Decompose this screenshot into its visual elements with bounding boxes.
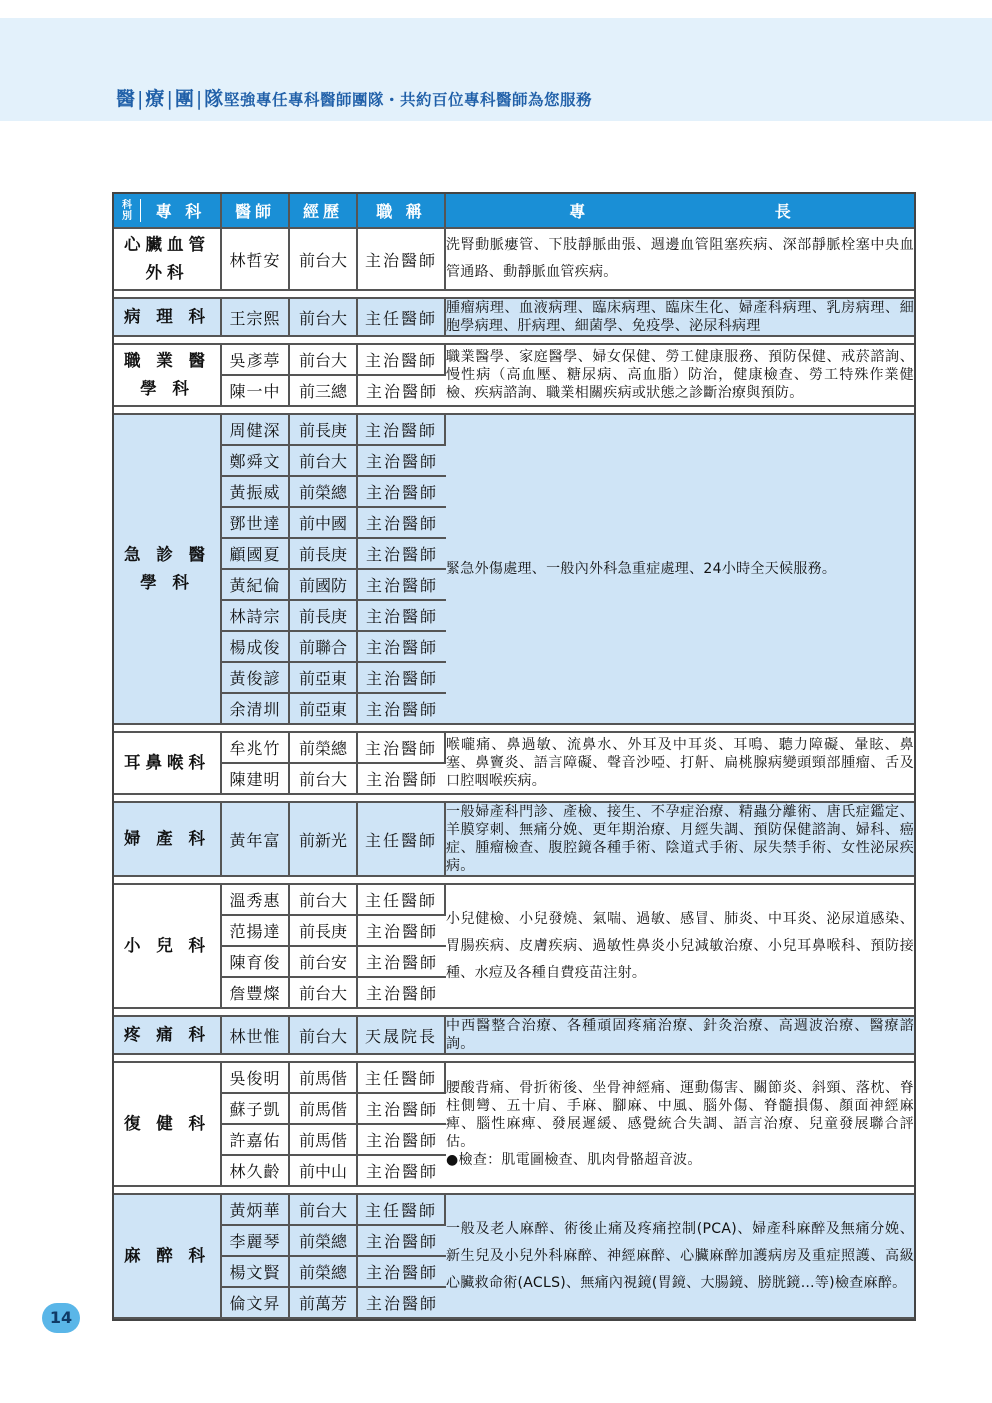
dept-name: 疼 痛 科 (114, 1017, 222, 1055)
doctor-title: 主治醫師 (358, 978, 446, 1009)
doctor-name: 吳俊明 (222, 1063, 290, 1094)
doctor-name: 詹豐燦 (222, 978, 290, 1009)
title-char: 隊 (204, 88, 225, 110)
section-gap-cell (114, 337, 914, 345)
doctor-name: 陳育俊 (222, 947, 290, 978)
dept-expertise (446, 803, 914, 877)
doctor-experience: 前亞東 (290, 663, 358, 694)
doctor-name: 許嘉佑 (222, 1125, 290, 1156)
expertise-text: 腰酸背痛、骨折術後、坐骨神經痛、運動傷害、關節炎、斜頸、落枕、脊柱側彎、五十肩、手麻、腳麻、中風、腦外傷、脊髓損傷、顏面神經麻痺、腦性麻痺、發展遲緩、感覺統合失調、語言治療、兒童發展聯合評估。 (446, 1080, 914, 1150)
section-gap (114, 407, 914, 415)
doctor-title: 主任醫師 (358, 1195, 446, 1226)
doctor-title: 主治醫師 (358, 1226, 446, 1257)
doctor-title: 主治醫師 (358, 508, 446, 539)
section-gap-cell (114, 795, 914, 803)
doctor-experience: 前馬偕 (290, 1063, 358, 1094)
dept-expertise (446, 345, 914, 407)
doctor-name: 鄭舜文 (222, 446, 290, 477)
doctor-experience: 前台大 (290, 978, 358, 1009)
table-row (114, 1195, 914, 1226)
doctor-experience: 前新光 (290, 803, 358, 877)
doctor-name: 黃年富 (222, 803, 290, 877)
doctor-experience: 前長庚 (290, 415, 358, 446)
expertise-text: 小兒健檢、小兒發燒、氣喘、過敏、感冒、肺炎、中耳炎、泌尿道感染、胃腸疾病、皮膚疾病、過敏性鼻炎小兒減敏治療、小兒耳鼻喉科、預防接種、水痘及各種自費疫苗注射。 (446, 910, 914, 981)
table-row (114, 415, 914, 446)
doctor-experience: 前台大 (290, 1195, 358, 1226)
section-gap (114, 1187, 914, 1195)
doctor-experience: 前長庚 (290, 601, 358, 632)
section-gap (114, 877, 914, 885)
doctor-experience: 前亞東 (290, 694, 358, 725)
section-gap-cell (114, 291, 914, 299)
doctor-title: 主治醫師 (358, 632, 446, 663)
doctor-name: 范揚達 (222, 916, 290, 947)
doctor-title: 主任醫師 (358, 803, 446, 877)
doctor-experience: 前馬偕 (290, 1125, 358, 1156)
doctor-title: 主治醫師 (358, 1094, 446, 1125)
table-row (114, 1063, 914, 1094)
doctor-title: 主治醫師 (358, 764, 446, 795)
page-title (116, 84, 224, 111)
title-char: 團 (174, 88, 195, 110)
section-gap (114, 1009, 914, 1017)
doctor-name: 林詩宗 (222, 601, 290, 632)
doctor-title: 主治醫師 (358, 539, 446, 570)
title-char: 療 (145, 88, 166, 110)
expertise-text: 洗腎動脈瘻管、下肢靜脈曲張、週邊血管阻塞疾病、深部靜脈栓塞中央血管通路、動靜脈血管疾病。 (446, 237, 914, 280)
dept-name: 病 理 科 (114, 299, 222, 337)
section-gap (114, 725, 914, 733)
doctor-title: 主治醫師 (358, 446, 446, 477)
table-row (114, 885, 914, 916)
section-gap-cell (114, 1055, 914, 1063)
expertise-text: 腫瘤病理、血液病理、臨床病理、臨床生化、婦產科病理、乳房病理、細胞學病理、肝病理、細菌學、免疫學、泌尿科病理 (446, 300, 914, 334)
doctor-experience: 前台大 (290, 299, 358, 337)
expertise-text: 喉嚨痛、鼻過敏、流鼻水、外耳及中耳炎、耳鳴、聽力障礙、暈眩、鼻塞、鼻竇炎、語言障礙、聲音沙啞、打鼾、扁桃腺病變頭頸部腫瘤、舌及口腔咽喉疾病。 (446, 737, 914, 789)
doctor-title: 主治醫師 (358, 345, 446, 376)
dept-name: 急 診 醫 學 科 (114, 415, 222, 725)
doctor-name: 倫文昇 (222, 1288, 290, 1319)
doctor-title: 天晟院長 (358, 1017, 446, 1055)
header-title: 職 稱 (358, 194, 446, 229)
doctor-name: 黃紀倫 (222, 570, 290, 601)
section-gap (114, 795, 914, 803)
header-specialty (114, 194, 222, 229)
medical-team-table (112, 192, 916, 1321)
doctor-experience: 前國防 (290, 570, 358, 601)
doctor-name: 陳建明 (222, 764, 290, 795)
doctor-title: 主治醫師 (358, 477, 446, 508)
table-row (114, 299, 914, 337)
header-experience: 經歷 (290, 194, 358, 229)
doctor-name: 余清圳 (222, 694, 290, 725)
doctor-experience: 前台大 (290, 446, 358, 477)
page-subtitle: 堅強專任專科醫師團隊・共約百位專科醫師為您服務 (224, 91, 593, 109)
header-corner (114, 199, 141, 222)
dept-expertise (446, 1195, 914, 1319)
doctor-experience: 前聯合 (290, 632, 358, 663)
doctor-experience: 前榮總 (290, 733, 358, 764)
doctor-name: 楊成俊 (222, 632, 290, 663)
doctor-title: 主治醫師 (358, 916, 446, 947)
dept-name: 麻 醉 科 (114, 1195, 222, 1319)
doctor-title: 主治醫師 (358, 570, 446, 601)
doctor-name: 吳彥葶 (222, 345, 290, 376)
doctor-experience: 前長庚 (290, 539, 358, 570)
doctor-name: 蘇子凱 (222, 1094, 290, 1125)
table-row (114, 229, 914, 291)
doctor-experience: 前台安 (290, 947, 358, 978)
page-number: 14 (42, 1303, 80, 1333)
header-doctor: 醫師 (222, 194, 290, 229)
doctor-name: 王宗熙 (222, 299, 290, 337)
doctor-title: 主治醫師 (358, 415, 446, 446)
doctor-experience: 前台大 (290, 229, 358, 291)
section-gap-cell (114, 725, 914, 733)
doctor-experience: 前台大 (290, 885, 358, 916)
doctor-name: 陳一中 (222, 376, 290, 407)
title-separator: | (166, 88, 174, 110)
doctor-title: 主治醫師 (358, 601, 446, 632)
doctor-experience: 前中國 (290, 508, 358, 539)
doctor-name: 黃振威 (222, 477, 290, 508)
section-gap-cell (114, 877, 914, 885)
doctor-name: 周健深 (222, 415, 290, 446)
dept-name: 小 兒 科 (114, 885, 222, 1009)
doctor-experience: 前榮總 (290, 1257, 358, 1288)
doctor-name: 李麗琴 (222, 1226, 290, 1257)
dept-name: 職 業 醫 學 科 (114, 345, 222, 407)
dept-name: 耳鼻喉科 (114, 733, 222, 795)
dept-expertise (446, 299, 914, 337)
doctor-title: 主任醫師 (358, 1063, 446, 1094)
doctor-experience: 前台大 (290, 345, 358, 376)
table-header-row (114, 194, 914, 229)
doctor-title: 主治醫師 (358, 376, 446, 407)
dept-expertise (446, 415, 914, 725)
doctor-name: 林世惟 (222, 1017, 290, 1055)
doctor-title: 主治醫師 (358, 1288, 446, 1319)
doctor-experience: 前三總 (290, 376, 358, 407)
doctor-name: 顧國夏 (222, 539, 290, 570)
section-gap-cell (114, 407, 914, 415)
doctor-title: 主治醫師 (358, 947, 446, 978)
doctor-experience: 前馬偕 (290, 1094, 358, 1125)
dept-name: 心臟血管外科 (114, 229, 222, 291)
doctor-experience: 前榮總 (290, 1226, 358, 1257)
doctor-title: 主治醫師 (358, 1156, 446, 1187)
corner-bottom: 別 (122, 210, 132, 222)
dept-expertise (446, 733, 914, 795)
title-separator: | (137, 88, 145, 110)
header-expertise: 專 長 (446, 194, 914, 229)
header-specialty-inner (114, 199, 220, 222)
section-gap (114, 337, 914, 345)
doctor-title: 主治醫師 (358, 733, 446, 764)
title-char: 醫 (116, 88, 137, 110)
table-row (114, 733, 914, 764)
doctor-title: 主治醫師 (358, 694, 446, 725)
doctor-experience: 前台大 (290, 1017, 358, 1055)
doctor-name: 黃俊諺 (222, 663, 290, 694)
doctor-name: 林哲安 (222, 229, 290, 291)
expertise-text: 中西醫整合治療、各種頑固疼痛治療、針灸治療、高週波治療、醫療諮詢。 (446, 1018, 914, 1052)
dept-name: 復 健 科 (114, 1063, 222, 1187)
corner-top: 科 (122, 199, 132, 211)
table-row (114, 1017, 914, 1055)
expertise-text: 一般婦產科門診、產檢、接生、不孕症治療、精蟲分離術、唐氏症鑑定、羊膜穿刺、無痛分娩、更年期治療、月經失調、預防保健諮詢、婦科、癌症、腫瘤檢查、腹腔鏡各種手術、陰道式手術、尿失禁手術、女性泌尿疾病。 (446, 804, 914, 874)
doctor-name: 林久齡 (222, 1156, 290, 1187)
doctor-name: 溫秀惠 (222, 885, 290, 916)
doctor-title: 主治醫師 (358, 663, 446, 694)
section-gap (114, 291, 914, 299)
doctor-title: 主任醫師 (358, 299, 446, 337)
doctor-title: 主治醫師 (358, 1125, 446, 1156)
table-body (114, 229, 914, 1319)
doctor-experience: 前榮總 (290, 477, 358, 508)
section-gap-cell (114, 1187, 914, 1195)
doctor-title: 主治醫師 (358, 229, 446, 291)
table-row (114, 803, 914, 877)
doctor-experience: 前台大 (290, 764, 358, 795)
doctor-title: 主治醫師 (358, 1257, 446, 1288)
doctor-name: 黃炳華 (222, 1195, 290, 1226)
section-gap (114, 1055, 914, 1063)
doctor-experience: 前長庚 (290, 916, 358, 947)
doctor-title: 主任醫師 (358, 885, 446, 916)
expertise-text: 職業醫學、家庭醫學、婦女保健、勞工健康服務、預防保健、戒菸諮詢、慢性病（高血壓、糖尿病、高血脂）防治，健康檢查、勞工特殊作業健檢、疾病諮詢、職業相關疾病或狀態之診斷治療與預防。 (446, 349, 914, 401)
expertise-text: 緊急外傷處理、一般內外科急重症處理、24小時全天候服務。 (446, 561, 837, 577)
doctor-name: 鄧世達 (222, 508, 290, 539)
doctor-experience: 前萬芳 (290, 1288, 358, 1319)
expertise-text: 一般及老人麻醉、術後止痛及疼痛控制(PCA)、婦產科麻醉及無痛分娩、新生兒及小兒外科麻醉、神經麻醉、心臟麻醉加護病房及重症照護、高級心臟救命術(ACLS)、無痛內視鏡(胃鏡、大腸鏡、膀胱鏡…等)檢查麻醉。 (446, 1220, 914, 1291)
dept-expertise (446, 885, 914, 1009)
dept-expertise (446, 1017, 914, 1055)
dept-name: 婦 產 科 (114, 803, 222, 877)
table-row (114, 345, 914, 376)
title-separator: | (195, 88, 204, 110)
header-specialty-label: 專 科 (155, 202, 206, 221)
doctor-name: 楊文賢 (222, 1257, 290, 1288)
expertise-extra: ●檢查：肌電圖檢查、肌肉骨骼超音波。 (446, 1152, 702, 1168)
doctor-experience: 前中山 (290, 1156, 358, 1187)
dept-expertise (446, 1063, 914, 1187)
dept-expertise (446, 229, 914, 291)
doctor-name: 牟兆竹 (222, 733, 290, 764)
section-gap-cell (114, 1009, 914, 1017)
